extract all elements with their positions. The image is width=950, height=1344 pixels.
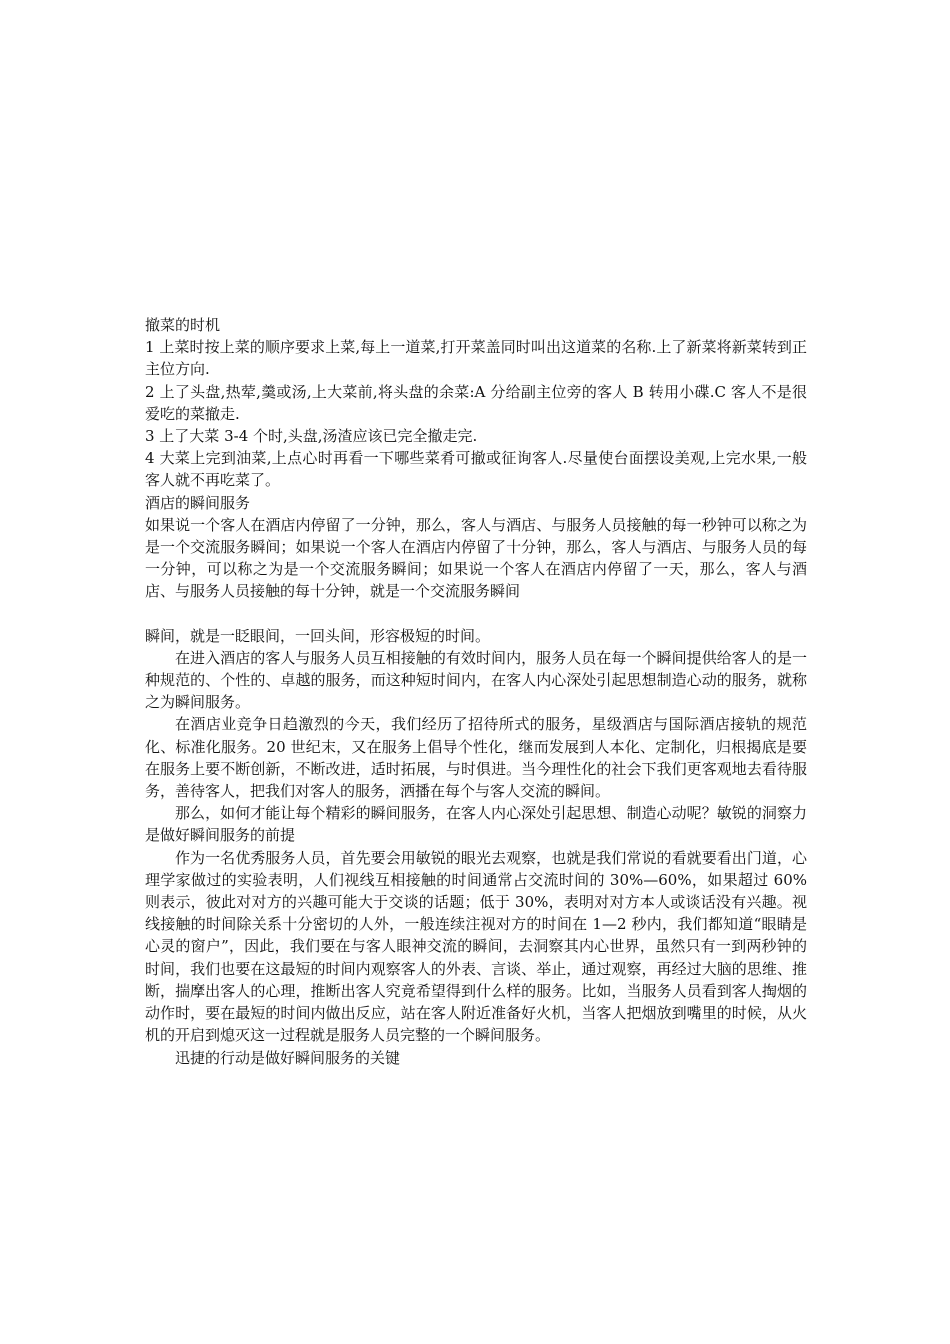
body-paragraph: 作为一名优秀服务人员，首先要会用敏锐的眼光去观察，也就是我们常说的看就要看出门道，心理学家做过的实验表明，人们视线互相接触的时间通常占交流时间的 30%—60%，如果超过 60%则表示，彼此对对方的兴趣可能大于交谈的话题；低于 30%，表明对对方本人或谈话没有兴趣。视线接触的时间除关系十分密切的人外，一般连续注视对方的时间在 1—2 秒内，我们都知道“眼睛是心灵的窗户”，因此，我们要在与客人眼神交流的瞬间，去洞察其内心世界，虽然只有一到两秒钟的时间，我们也要在这最短的时间内观察客人的外表、言谈、举止，通过观察，再经过大脑的思维、推断，揣摩出客人的心理，推断出客人究竟希望得到什么样的服务。比如，当服务人员看到客人掏烟的动作时，要在最短的时间内做出反应，站在客人附近准备好火机，当客人把烟放到嘴里的时候，从火机的开启到熄灭这一过程就是服务人员完整的一个瞬间服务。 (145, 848, 807, 1045)
list-item: 3 上了大菜 3-4 个时,头盘,汤渣应该已完全撤走完. (145, 427, 478, 446)
list-item: 1 上菜时按上菜的顺序要求上菜,每上一道菜,打开菜盖同时叫出这道菜的名称.上了新菜将新菜转到正主位方向. (145, 338, 807, 379)
blank-line (145, 603, 807, 625)
body-paragraph: 那么，如何才能让每个精彩的瞬间服务，在客人内心深处引起思想、制造心动呢？敏锐的洞察力是做好瞬间服务的前提 (145, 804, 807, 845)
body-paragraph: 迅捷的行动是做好瞬间服务的关键 (175, 1048, 401, 1067)
list-item: 2 上了头盘,热荤,羹或汤,上大菜前,将头盘的余菜:A 分给副主位旁的客人 B 转用小碟.C 客人不是很爱吃的菜撤走. (145, 382, 807, 423)
section-heading-instant-service: 酒店的瞬间服务 (145, 493, 251, 512)
section-heading-clearing-dishes: 撤菜的时机 (145, 316, 221, 334)
definition-paragraph: 瞬间，就是一眨眼间，一回头间，形容极短的时间。 (145, 626, 491, 645)
list-item: 4 大菜上完到油菜,上点心时再看一下哪些菜肴可撤或征询客人.尽量使台面摆设美观,上完水果,一般客人就不再吃菜了。 (145, 449, 807, 490)
body-paragraph: 在酒店业竞争日趋激烈的今天，我们经历了招待所式的服务，星级酒店与国际酒店接轨的规范化、标准化服务。20 世纪末，又在服务上倡导个性化，继而发展到人本化、定制化，归根揭底是要在服务上要不断创新，不断改进，适时拓展，与时俱进。当今理性化的社会下我们更客观地去看待服务，善待客人，把我们对客人的服务，洒播在每个与客人交流的瞬间。 (145, 715, 807, 801)
document-page (145, 314, 807, 1069)
body-paragraph: 在进入酒店的客人与服务人员互相接触的有效时间内，服务人员在每一个瞬间提供给客人的是一种规范的、个性的、卓越的服务，而这种短时间内，在客人内心深处引起思想制造心动的服务，就称之为瞬间服务。 (145, 648, 807, 712)
intro-paragraph: 如果说一个客人在酒店内停留了一分钟，那么，客人与酒店、与服务人员接触的每一秒钟可以称之为是一个交流服务瞬间；如果说一个客人在酒店内停留了十分钟，那么，客人与酒店、与服务人员的每一分钟，可以称之为是一个交流服务瞬间；如果说一个客人在酒店内停留了一天，那么，客人与酒店、与服务人员接触的每十分钟，就是一个交流服务瞬间 (145, 515, 807, 601)
